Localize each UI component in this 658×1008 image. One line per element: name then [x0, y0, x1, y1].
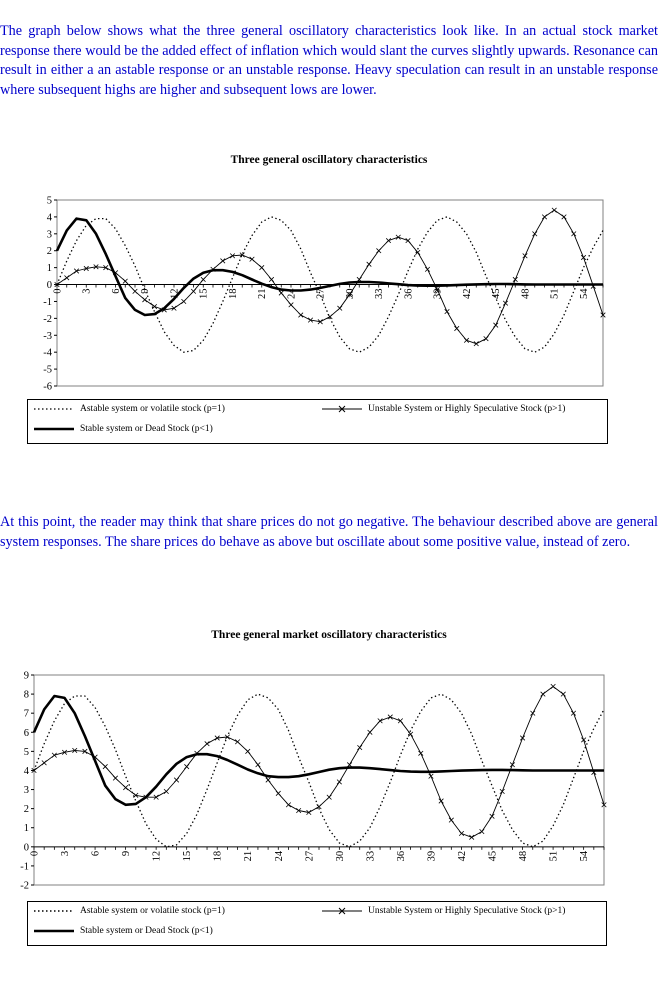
series-marker-unstable: [480, 829, 485, 834]
y-tick-label: -2: [43, 313, 52, 325]
series-marker-unstable: [181, 299, 186, 304]
y-tick-label: -2: [20, 880, 29, 892]
series-marker-unstable: [376, 248, 381, 253]
series-marker-unstable: [551, 684, 556, 689]
y-tick-label: 4: [23, 765, 29, 777]
series-marker-unstable: [250, 257, 255, 262]
series-marker-unstable: [276, 791, 281, 796]
y-tick-label: 3: [46, 229, 52, 241]
series-marker-unstable: [289, 303, 294, 308]
series-marker-unstable: [269, 277, 274, 282]
series-marker-unstable: [464, 338, 469, 343]
series-marker-unstable: [503, 301, 508, 306]
legend-label-astable: Astable system or volatile stock (p=1): [80, 906, 225, 916]
series-marker-unstable: [174, 778, 179, 783]
series-marker-unstable: [571, 232, 576, 237]
legend-label-unstable: Unstable System or Highly Speculative Stock (p>1): [368, 404, 566, 414]
series-marker-unstable: [103, 764, 108, 769]
x-tick-label: 39: [432, 288, 444, 300]
series-marker-unstable: [378, 719, 383, 724]
series-marker-unstable: [530, 711, 535, 716]
x-tick-label: 27: [304, 850, 316, 862]
series-marker-unstable: [337, 780, 342, 785]
series-marker-unstable: [552, 208, 557, 213]
series-marker-unstable: [532, 232, 537, 237]
x-tick-label: 21: [243, 850, 255, 862]
series-line-unstable: [57, 210, 603, 344]
series-marker-unstable: [562, 215, 567, 220]
y-tick-label: 8: [23, 689, 29, 701]
legend-item-unstable: [320, 404, 565, 414]
series-marker-unstable: [541, 692, 546, 697]
y-tick-label: -1: [43, 296, 52, 308]
series-marker-unstable: [279, 291, 284, 296]
y-tick-label: 9: [23, 670, 29, 682]
series-marker-unstable: [259, 265, 264, 270]
series-marker-unstable: [510, 762, 515, 767]
series-marker-unstable: [113, 776, 118, 781]
series-marker-unstable: [445, 309, 450, 314]
chart-1-plot: [0, 190, 658, 395]
chart-2-plot: [0, 665, 658, 895]
series-marker-unstable: [367, 262, 372, 267]
series-marker-unstable: [235, 740, 240, 745]
series-line-stable: [57, 219, 603, 315]
x-tick-label: 51: [548, 850, 560, 862]
series-marker-unstable: [266, 778, 271, 783]
x-tick-label: 24: [273, 850, 285, 862]
y-tick-label: 6: [23, 727, 29, 739]
series-marker-unstable: [133, 289, 138, 294]
y-tick-label: -5: [43, 364, 52, 376]
legend-label-unstable: Unstable System or Highly Speculative Stock (p>1): [368, 906, 566, 916]
series-marker-unstable: [286, 803, 291, 808]
series-marker-unstable: [454, 326, 459, 331]
series-marker-unstable: [256, 762, 261, 767]
series-marker-unstable: [337, 306, 342, 311]
x-tick-label: 48: [520, 288, 532, 300]
series-marker-unstable: [513, 277, 518, 282]
series-marker-unstable: [357, 745, 362, 750]
series-marker-unstable: [439, 799, 444, 804]
y-tick-label: 0: [23, 842, 29, 854]
series-marker-unstable: [245, 749, 250, 754]
y-tick-label: 3: [23, 785, 29, 797]
y-tick-label: -4: [43, 347, 52, 359]
x-tick-label: 33: [374, 288, 386, 300]
series-marker-unstable: [406, 238, 411, 243]
x-tick-label: 45: [491, 288, 503, 300]
y-tick-label: 7: [23, 708, 29, 720]
y-tick-label: 5: [23, 746, 29, 758]
chart-2-legend: [27, 901, 607, 946]
y-tick-label: 0: [46, 280, 52, 292]
series-marker-unstable: [298, 313, 303, 318]
x-tick-label: 12: [151, 850, 163, 862]
series-marker-unstable: [327, 795, 332, 800]
series-marker-unstable: [542, 215, 547, 220]
y-tick-label: 1: [46, 263, 52, 275]
legend-label-stable: Stable system or Dead Stock (p<1): [80, 926, 213, 936]
x-tick-label: 42: [462, 288, 473, 300]
chart-1-legend: [27, 399, 608, 444]
x-tick-label: 6: [90, 850, 102, 857]
series-marker-unstable: [418, 751, 423, 756]
series-marker-unstable: [490, 814, 495, 819]
x-tick-label: 33: [365, 850, 377, 862]
x-tick-label: 30: [345, 288, 356, 300]
y-tick-label: 1: [23, 823, 29, 835]
series-marker-unstable: [484, 336, 489, 341]
series-marker-unstable: [425, 267, 430, 272]
x-tick-label: 42: [457, 850, 468, 862]
x-tick-label: 0: [52, 288, 64, 294]
x-tick-label: 18: [228, 288, 239, 300]
series-marker-unstable: [184, 764, 189, 769]
x-tick-label: 18: [212, 850, 224, 862]
series-marker-unstable: [520, 736, 525, 741]
series-marker-unstable: [386, 238, 391, 243]
x-tick-label: 21: [257, 288, 269, 300]
series-marker-unstable: [123, 785, 128, 790]
x-tick-label: 6: [111, 288, 122, 294]
series-marker-unstable: [474, 341, 479, 346]
series-marker-unstable: [201, 277, 206, 282]
series-marker-unstable: [493, 323, 498, 328]
series-marker-unstable: [396, 235, 401, 240]
y-tick-label: 2: [23, 804, 29, 816]
series-marker-unstable: [459, 831, 464, 836]
series-marker-unstable: [581, 255, 586, 260]
series-marker-unstable: [368, 730, 373, 735]
legend-item-unstable: [320, 906, 565, 916]
series-marker-unstable: [429, 774, 434, 779]
series-marker-unstable: [64, 275, 69, 280]
series-marker-unstable: [561, 692, 566, 697]
series-line-stable: [34, 696, 604, 805]
x-tick-label: 15: [198, 288, 210, 300]
x-tick-label: 27: [315, 288, 327, 300]
y-tick-label: -1: [20, 861, 29, 873]
series-marker-unstable: [449, 818, 454, 823]
series-marker-unstable: [398, 719, 403, 724]
x-tick-label: 48: [518, 850, 530, 862]
x-tick-label: 54: [579, 288, 590, 300]
x-tick-label: 12: [169, 288, 181, 300]
legend-item-astable: [32, 906, 225, 916]
legend-item-astable: [32, 404, 225, 414]
y-tick-label: -6: [43, 381, 52, 393]
x-tick-label: 54: [579, 850, 591, 862]
series-marker-unstable: [42, 761, 47, 766]
y-tick-label: 5: [46, 195, 52, 207]
x-tick-label: 30: [334, 850, 346, 862]
x-tick-label: 36: [395, 850, 407, 862]
x-tick-label: 36: [403, 288, 415, 300]
legend-item-stable: [32, 424, 213, 434]
x-tick-label: 3: [60, 850, 72, 857]
x-tick-label: 45: [487, 850, 499, 862]
series-marker-unstable: [388, 715, 393, 720]
series-line-unstable: [34, 687, 604, 838]
y-tick-label: 4: [46, 212, 52, 224]
series-marker-unstable: [191, 289, 196, 294]
intro-paragraph: The graph below shows what the three general oscillatory characteristics look like. In an actual stock market response there would be the added effect of inflation which would slant the curves slightly upwards. Resonance can result in either a an astable response or an unstable response. Heavy speculation can result in an unstable response where subsequent highs are higher and subsequent lows are lower.: [0, 23, 658, 98]
series-marker-unstable: [123, 279, 128, 284]
y-tick-label: -3: [43, 330, 52, 342]
x-tick-label: 3: [81, 288, 93, 294]
x-tick-label: 39: [426, 850, 438, 862]
x-tick-label: 51: [549, 288, 561, 300]
x-tick-label: 9: [121, 850, 133, 857]
chart-2-title: Three general market oscillatory characteristics: [211, 629, 447, 641]
x-tick-label: 15: [182, 850, 194, 862]
legend-label-astable: Astable system or volatile stock (p=1): [80, 404, 225, 414]
legend-item-stable: [32, 926, 213, 936]
series-marker-unstable: [500, 789, 505, 794]
chart-1-title: Three general oscillatory characteristics: [230, 154, 428, 166]
series-marker-unstable: [523, 254, 528, 259]
series-marker-unstable: [164, 789, 169, 794]
series-marker-unstable: [205, 741, 210, 746]
legend-label-stable: Stable system or Dead Stock (p<1): [80, 424, 213, 434]
series-marker-unstable: [220, 259, 225, 264]
y-tick-label: 2: [46, 246, 52, 258]
x-tick-label: 9: [140, 288, 152, 294]
series-marker-unstable: [142, 297, 147, 302]
x-tick-label: 24: [286, 288, 298, 300]
middle-paragraph: At this point, the reader may think that share prices do not go negative. The behaviour described above are general system responses. The share prices do behave as above but oscillate about some positive value, instead of zero.: [0, 514, 658, 550]
series-marker-unstable: [469, 835, 474, 840]
series-marker-unstable: [571, 711, 576, 716]
x-tick-label: 0: [29, 850, 41, 857]
